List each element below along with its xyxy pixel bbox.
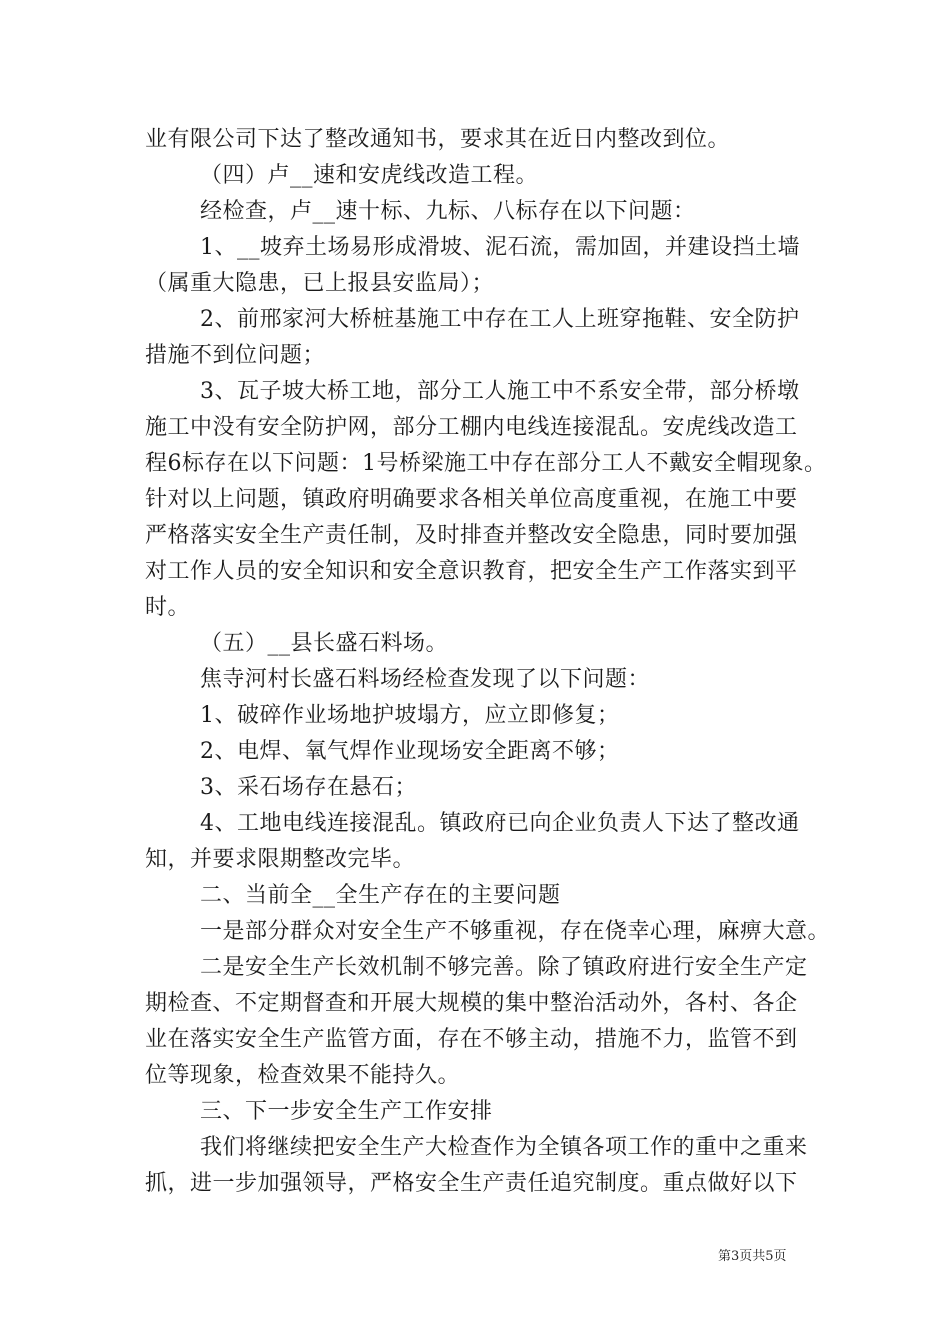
text-line: 一是部分群众对安全生产不够重视，存在侥幸心理，麻痹大意。 — [200, 919, 831, 944]
text-line: 二是安全生产长效机制不够完善。除了镇政府进行安全生产定 — [200, 955, 808, 980]
list-item: 1、破碎作业场地护坡塌方，应立即修复； — [200, 703, 620, 728]
text-line: 时。 — [145, 595, 191, 620]
text-line: 期检查、不定期督查和开展大规模的集中整治活动外，各村、各企 — [145, 991, 798, 1016]
text-line: 位等现象，检查效果不能持久。 — [145, 1063, 461, 1088]
text-line: 程6标存在以下问题：1号桥梁施工中存在部分工人不戴安全帽现象。 — [145, 451, 827, 476]
section-heading: 二、当前全__全生产存在的主要问题 — [200, 883, 561, 908]
text-line: 业在落实安全生产监管方面，存在不够主动，措施不力，监管不到 — [145, 1027, 798, 1052]
text-line: 我们将继续把安全生产大检查作为全镇各项工作的重中之重来 — [200, 1135, 808, 1160]
text-line: 针对以上问题，镇政府明确要求各相关单位高度重视，在施工中要 — [145, 487, 798, 512]
list-item: 3、瓦子坡大桥工地，部分工人施工中不系安全带，部分桥墩 — [200, 379, 800, 404]
list-item: 2、电焊、氧气焊作业现场安全距离不够； — [200, 739, 620, 764]
text-line: 业有限公司下达了整改通知书，要求其在近日内整改到位。 — [145, 127, 731, 152]
text-line: 知，并要求限期整改完毕。 — [145, 847, 416, 872]
text-line: 措施不到位问题； — [145, 343, 326, 368]
text-line: （属重大隐患，已上报县安监局）； — [145, 271, 495, 296]
text-line: 抓，进一步加强领导，严格安全生产责任追究制度。重点做好以下 — [145, 1171, 798, 1196]
text-line: 施工中没有安全防护网，部分工棚内电线连接混乱。安虎线改造工 — [145, 415, 798, 440]
list-item: 3、采石场存在悬石； — [200, 775, 417, 800]
text-line: 经检查，卢__速十标、九标、八标存在以下问题： — [200, 199, 696, 224]
text-line: 严格落实安全生产责任制，及时排查并整改安全隐患，同时要加强 — [145, 523, 798, 548]
list-item: 4、工地电线连接混乱。镇政府已向企业负责人下达了整改通 — [200, 811, 800, 836]
text-line: 焦寺河村长盛石料场经检查发现了以下问题： — [200, 667, 651, 692]
section-heading: （五）__县长盛石料场。 — [200, 631, 449, 656]
section-heading: 三、下一步安全生产工作安排 — [200, 1099, 493, 1124]
list-item: 1、__坡弃土场易形成滑坡、泥石流，需加固，并建设挡土墙 — [200, 235, 800, 260]
page-number: 第3页共5页 — [718, 1249, 787, 1264]
section-heading: （四）卢__速和安虎线改造工程。 — [200, 163, 539, 188]
list-item: 2、前邢家河大桥桩基施工中存在工人上班穿拖鞋、安全防护 — [200, 307, 800, 332]
text-line: 对工作人员的安全知识和安全意识教育，把安全生产工作落实到平 — [145, 559, 798, 584]
